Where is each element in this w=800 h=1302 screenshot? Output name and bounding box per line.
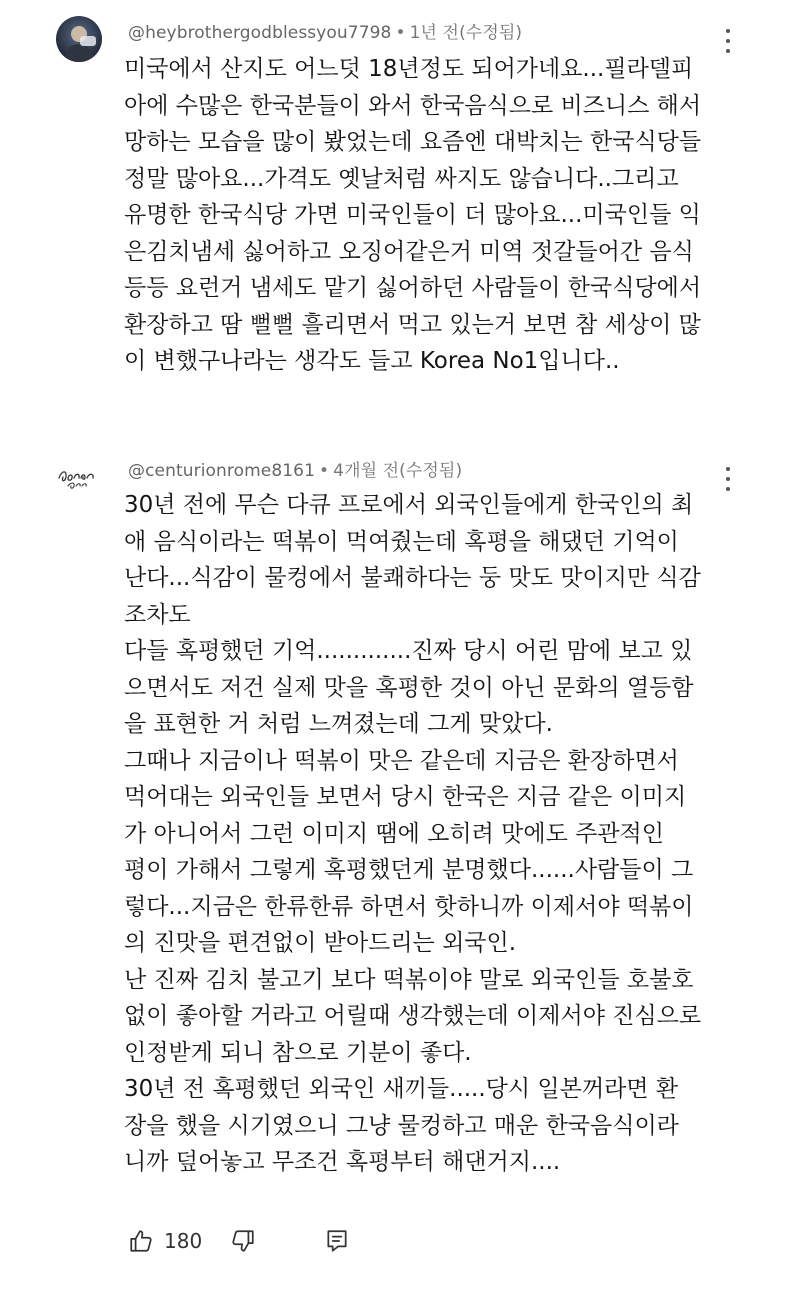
comment-line: 장을 했을 시기였으니 그냥 물컹하고 매운 한국음식이라: [124, 1112, 679, 1139]
comment-line: 가 아니어서 그런 이미지 땜에 오히려 맛에도 주관적인: [124, 820, 664, 847]
comment-line: 니까 덮어놓고 무조건 혹평부터 해댄거지....: [124, 1149, 561, 1175]
comment-line: 으면서도 저건 실제 맛을 혹평한 것이 아닌 문화의 열등함: [124, 674, 694, 701]
thumbs-down-icon[interactable]: [230, 1228, 256, 1254]
comment-line: 미국에서 산지도 어느덧 18년정도 되어가네요...필라델피: [124, 56, 694, 82]
comment-actions: [128, 1226, 350, 1256]
timestamp: 4개월 전(수정됨): [333, 461, 463, 481]
comment-line: 난다...식감이 물컹에서 불쾌하다는 둥 맛도 맛이지만 식감: [124, 565, 701, 591]
author-handle[interactable]: @heybrothergodblessyou7798: [128, 23, 392, 43]
comment-line: 다들 혹평했던 기억.............진짜 당시 어린 맘에 보고 있: [124, 638, 693, 664]
comment-line: 등등 요런거 냄세도 맡기 싫어하던 사람들이 한국식당에서: [124, 275, 702, 301]
comment-meta: @heybrothergodblessyou7798 • 1년 전(수정됨): [128, 23, 523, 43]
comment-line: 평이 가해서 그렇게 혹평했던게 분명했다......사람들이 그: [124, 857, 694, 883]
comment-text: [124, 51, 701, 380]
comment-line: 렇다...지금은 한류한류 하면서 핫하니까 이제서야 떡볶이: [124, 893, 694, 920]
timestamp: 1년 전(수정됨): [409, 23, 523, 43]
comment-line: 이 변했구나라는 생각도 들고 Korea No1입니다..: [124, 348, 620, 374]
avatar-photo-icon[interactable]: [56, 16, 102, 62]
comment-line: 인정받게 되니 참으로 기분이 좋다.: [124, 1039, 472, 1066]
comment-line: 30년 전 혹평했던 외국인 새끼들.....당시 일본꺼라면 환: [124, 1076, 679, 1102]
comment-line: 정말 많아요...가격도 옛날처럼 싸지도 않습니다..그리고: [124, 165, 679, 192]
comment-line: 없이 좋아할 거라고 어릴때 생각했는데 이제서야 진심으로: [124, 1003, 702, 1029]
comment-line: 을 표현한 거 처럼 느껴졌는데 그게 맞았다.: [124, 711, 553, 737]
comment-meta: @centurionrome8161 • 4개월 전(수정됨): [128, 461, 463, 481]
script-logo-avatar-icon[interactable]: [54, 456, 100, 502]
comment-line: 애 음식이라는 떡볶이 먹여줬는데 혹평을 해댔던 기억이: [124, 528, 679, 555]
comment-line: 먹어대는 외국인들 보면서 당시 한국은 지금 같은 이미지: [124, 784, 687, 810]
comment-line: 조차도: [124, 601, 191, 628]
comment-line: 아에 수많은 한국분들이 와서 한국음식으로 비즈니스 해서: [124, 92, 702, 119]
author-handle[interactable]: @centurionrome8161: [128, 461, 316, 481]
thumbs-up-icon[interactable]: [128, 1228, 154, 1254]
comment-line: 환장하고 땀 뻘뻘 흘리면서 먹고 있는거 보면 참 세상이 많: [124, 311, 701, 338]
comment-line: 망하는 모습을 많이 봤었는데 요즘엔 대박치는 한국식당들: [124, 129, 702, 155]
more-vertical-icon[interactable]: [718, 26, 738, 56]
comment-line: 그때나 지금이나 떡볶이 맛은 같은데 지금은 환장하면서: [124, 747, 679, 774]
comment-line: 은김치냄세 싫어하고 오징어같은거 미역 젓갈들어간 음식: [124, 238, 694, 265]
reply-comment-icon[interactable]: [324, 1228, 350, 1254]
comment-line: 의 진맛을 편견없이 받아드리는 외국인.: [124, 930, 517, 956]
comment-line: 30년 전에 무슨 다큐 프로에서 외국인들에게 한국인의 최: [124, 492, 694, 518]
comment-line: 난 진짜 김치 불고기 보다 떡볶이야 말로 외국인들 호불호: [124, 966, 694, 993]
more-vertical-icon[interactable]: [718, 464, 738, 494]
like-count: 180: [164, 1229, 203, 1253]
comment-text: [124, 487, 701, 1181]
comment-line: 유명한 한국식당 가면 미국인들이 더 많아요...미국인들 익: [124, 202, 701, 228]
